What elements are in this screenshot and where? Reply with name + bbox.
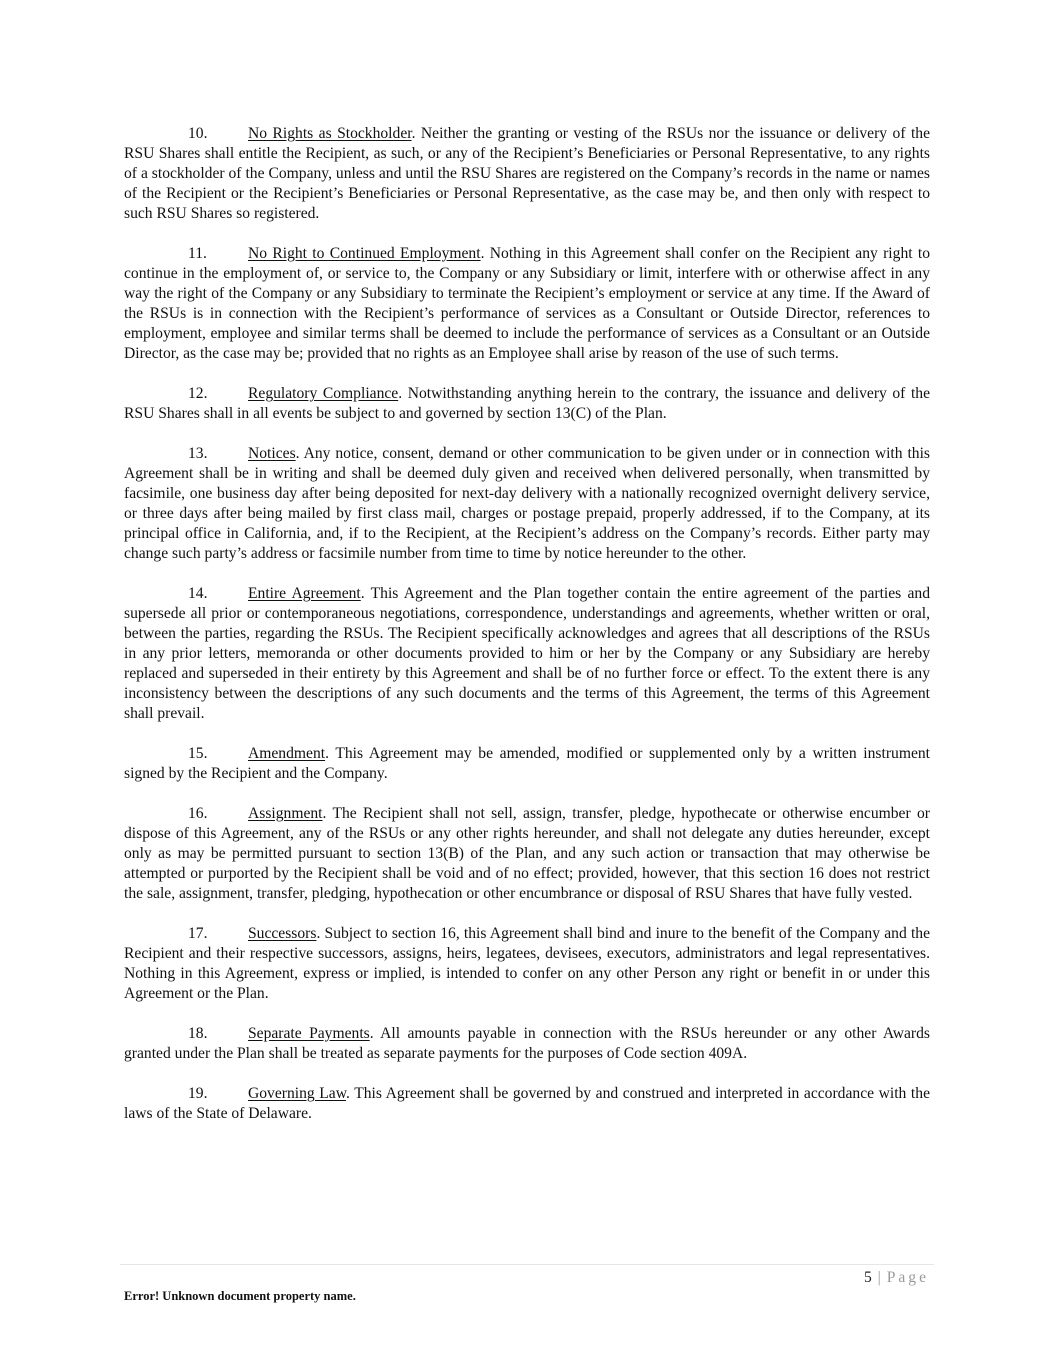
section-number: 15.: [188, 745, 208, 762]
section-number: 10.: [188, 125, 208, 142]
section-heading: Regulatory Compliance: [248, 385, 399, 402]
section-text: . This Agreement shall be governed by and construed and interpreted in accordance with the laws of the State of Delaware.: [124, 1085, 930, 1122]
section-number: 19.: [188, 1085, 208, 1102]
section-text: . This Agreement and the Plan together contain the entire agreement of the parties and supersede all prior or contemporaneous negotiations, correspondence, understandings and agreements, whether written or oral, between the parties, regarding the RSUs. The Recipient specifically acknowledges and agrees that all descriptions of the RSUs in any prior letters, memoranda or other documents provided to him or her by the Company or any Subsidiary are hereby replaced and superseded in their entirety by this Agreement and shall be of no further force or effect. To the extent there is any inconsistency between the descriptions of any such documents and the terms of this Agreement, the terms of this Agreement shall prevail.: [124, 585, 930, 722]
section-10: [124, 124, 930, 224]
page-number-value: 5: [863, 1269, 872, 1286]
section-text: . Neither the granting or vesting of the RSUs nor the issuance or delivery of the RSU Shares shall entitle the Recipient, as such, or any of the Recipient’s Beneficiaries or Personal Representative, to any rights of a stockholder of the Company, unless and until the RSU Shares are registered on the Company’s records in the name or names of the Recipient or the Recipient’s Beneficiaries or Personal Representative, as the case may be, and then only with respect to such RSU Shares so registered.: [124, 125, 930, 222]
section-heading: No Rights as Stockholder: [248, 125, 412, 142]
section-13: [124, 444, 930, 564]
section-18: [124, 1024, 930, 1064]
section-heading: Assignment: [248, 805, 323, 822]
section-heading: Successors: [248, 925, 317, 942]
section-16: [124, 804, 930, 904]
section-number: 11.: [188, 245, 207, 262]
section-text: . The Recipient shall not sell, assign, transfer, pledge, hypothecate or otherwise encumber or dispose of this Agreement, any of the RSUs or any other rights hereunder, and shall not delegate any duties hereunder, except only as may be permitted pursuant to section 13(B) of the Plan, and any such action or transaction that may otherwise be attempted or purported by the Recipient shall be void and of no effect; provided, however, that this section 16 does not restrict the sale, assignment, transfer, pledging, hypothecation or other encumbrance or disposal of RSU Shares that have fully vested.: [124, 805, 930, 902]
section-text: . Notwithstanding anything herein to the contrary, the issuance and delivery of the RSU Shares shall in all events be subject to and governed by section 13(C) of the Plan.: [124, 385, 930, 422]
section-15: [124, 744, 930, 784]
section-text: . This Agreement may be amended, modified or supplemented only by a written instrument signed by the Recipient and the Company.: [124, 745, 930, 782]
section-11: [124, 244, 930, 364]
section-17: [124, 924, 930, 1004]
section-heading: Separate Payments: [248, 1025, 370, 1042]
section-number: 16.: [188, 805, 208, 822]
section-heading: Governing Law: [248, 1085, 346, 1102]
section-text: . All amounts payable in connection with the RSUs hereunder or any other Awards granted under the Plan shall be treated as separate payments for the purposes of Code section 409A.: [124, 1025, 930, 1062]
section-heading: Notices: [248, 445, 296, 462]
section-number: 12.: [188, 385, 208, 402]
page-number-separator: |: [877, 1269, 881, 1286]
section-number: 18.: [188, 1025, 208, 1042]
section-text: . Any notice, consent, demand or other communication to be given under or in connection with this Agreement shall be in writing and shall be deemed duly given and received when delivered personally, when transmitted by facsimile, one business day after being deposited for next-day delivery with a nationally recognized overnight delivery service, or three days after being mailed by first class mail, charges or postage prepaid, properly addressed, if to the Company, at its principal office in California, and, if to the Recipient, at the Recipient’s address on the Company’s records. Either party may change such party’s address or facsimile number from time to time by notice hereunder to the other.: [124, 445, 930, 562]
footer-document-property: Error! Unknown document property name.: [124, 1289, 356, 1303]
section-number: 17.: [188, 925, 208, 942]
section-heading: No Right to Continued Employment: [248, 245, 481, 262]
section-14: [124, 584, 930, 724]
document-body: [124, 124, 930, 1144]
section-heading: Amendment: [248, 745, 326, 762]
section-number: 14.: [188, 585, 208, 602]
page-label: Page: [886, 1269, 929, 1286]
section-heading: Entire Agreement: [248, 585, 361, 602]
footer-divider: [120, 1264, 934, 1265]
section-19: [124, 1084, 930, 1124]
page-number: [864, 1268, 929, 1288]
section-text: . Nothing in this Agreement shall confer on the Recipient any right to continue in the employment of, or service to, the Company or any Subsidiary or limit, interfere with or otherwise affect in any way the right of the Company or any Subsidiary to terminate the Recipient’s employment or service at any time. If the Award of the RSUs is in connection with the Recipient’s performance of services as a Consultant or Outside Director, references to employment, employee and similar terms shall be deemed to include the performance of services as a Consultant or an Outside Director, as the case may be; provided that no rights as an Employee shall arise by reason of the use of such terms.: [124, 245, 930, 362]
section-12: [124, 384, 930, 424]
section-text: . Subject to section 16, this Agreement shall bind and inure to the benefit of the Company and the Recipient and their respective successors, assigns, heirs, legatees, devisees, executors, administrators and legal representatives. Nothing in this Agreement, express or implied, is intended to confer on any other Person any right or benefit in or under this Agreement or the Plan.: [124, 925, 930, 1002]
section-number: 13.: [188, 445, 208, 462]
